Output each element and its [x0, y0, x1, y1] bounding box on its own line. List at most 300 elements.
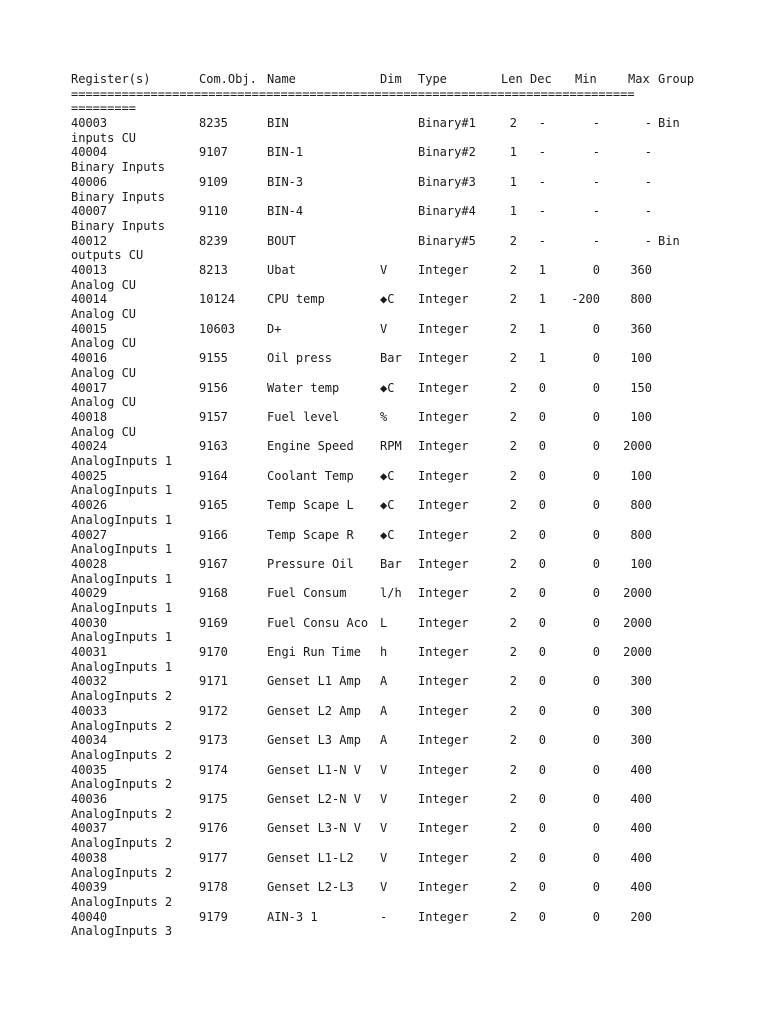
cell-type: Integer [418, 703, 469, 718]
cell-com-obj: 8213 [199, 263, 228, 278]
cell-dim: ◆C [380, 380, 395, 395]
table-row [71, 763, 711, 792]
cell-max: 2000 [623, 439, 652, 454]
cell-min: 0 [592, 909, 600, 924]
cell-register: 40037 [71, 821, 108, 836]
cell-register: 40038 [71, 850, 108, 865]
cell-group: Analog CU [71, 365, 137, 380]
cell-type: Integer [418, 292, 469, 307]
cell-type: Binary#1 [418, 116, 476, 131]
cell-len: 2 [509, 351, 517, 366]
cell-min: 0 [592, 586, 600, 601]
cell-com-obj: 9172 [199, 703, 228, 718]
cell-register: 40006 [71, 174, 108, 189]
cell-dec: 0 [538, 703, 546, 718]
cell-dec: 0 [538, 792, 546, 807]
cell-type: Integer [418, 321, 469, 336]
cell-dim: A [380, 674, 388, 689]
cell-len: 2 [509, 116, 517, 131]
register-table-document [71, 72, 711, 939]
cell-register: 40028 [71, 556, 108, 571]
cell-dim: ◆C [380, 527, 395, 542]
cell-dim: Bar [380, 351, 402, 366]
cell-len: 2 [509, 263, 517, 278]
cell-group: Analog CU [71, 277, 137, 292]
cell-min: 0 [592, 498, 600, 513]
cell-len: 2 [509, 556, 517, 571]
cell-com-obj: 9176 [199, 821, 228, 836]
table-row [71, 381, 711, 410]
table-row [71, 704, 711, 733]
cell-dec: 0 [538, 615, 546, 630]
cell-name: Pressure Oil [267, 556, 354, 571]
cell-group: AnalogInputs 2 [71, 747, 173, 762]
table-row [71, 469, 711, 498]
cell-max: 800 [630, 498, 652, 513]
cell-dec: 1 [538, 351, 546, 366]
cell-name: BIN-4 [267, 204, 304, 219]
cell-max: 100 [630, 409, 652, 424]
cell-register: 40024 [71, 439, 108, 454]
cell-len: 2 [509, 674, 517, 689]
table-row [71, 821, 711, 850]
cell-group: AnalogInputs 2 [71, 718, 173, 733]
cell-min: 0 [592, 263, 600, 278]
cell-com-obj: 9168 [199, 586, 228, 601]
cell-register: 40030 [71, 615, 108, 630]
cell-min: 0 [592, 762, 600, 777]
header-type: Type [418, 72, 447, 86]
table-row [71, 498, 711, 527]
cell-register: 40031 [71, 645, 108, 660]
cell-max: 2000 [623, 615, 652, 630]
cell-min: 0 [592, 321, 600, 336]
header-group: Group [658, 72, 695, 86]
cell-len: 2 [509, 645, 517, 660]
cell-name: Genset L2-N V [267, 792, 361, 807]
cell-type: Integer [418, 527, 469, 542]
header-max: Max [628, 72, 650, 86]
cell-len: 2 [509, 586, 517, 601]
separator-rule-wrap: ========= [71, 101, 137, 116]
cell-group: Binary Inputs [71, 218, 165, 233]
cell-com-obj: 9166 [199, 527, 228, 542]
table-row [71, 292, 711, 321]
cell-group: outputs CU [71, 248, 144, 263]
cell-len: 1 [509, 204, 517, 219]
cell-register: 40014 [71, 292, 108, 307]
cell-type: Integer [418, 439, 469, 454]
cell-group-start: Bin [658, 233, 680, 248]
cell-len: 2 [509, 615, 517, 630]
cell-com-obj: 9109 [199, 174, 228, 189]
cell-len: 2 [509, 703, 517, 718]
cell-register: 40040 [71, 909, 108, 924]
cell-max: 300 [630, 674, 652, 689]
cell-len: 2 [509, 321, 517, 336]
cell-max: 360 [630, 263, 652, 278]
header-min: Min [575, 72, 597, 86]
cell-dim: V [380, 850, 388, 865]
cell-register: 40013 [71, 263, 108, 278]
table-row [71, 851, 711, 880]
cell-com-obj: 9164 [199, 468, 228, 483]
cell-dim: A [380, 703, 388, 718]
cell-dec: 1 [538, 292, 546, 307]
cell-min: 0 [592, 703, 600, 718]
cell-len: 2 [509, 498, 517, 513]
cell-max: 400 [630, 792, 652, 807]
cell-register: 40039 [71, 880, 108, 895]
cell-max: 200 [630, 909, 652, 924]
cell-dec: 1 [538, 321, 546, 336]
cell-max: 400 [630, 821, 652, 836]
cell-name: BOUT [267, 233, 296, 248]
cell-type: Integer [418, 380, 469, 395]
cell-type: Integer [418, 263, 469, 278]
cell-group: Analog CU [71, 395, 137, 410]
cell-type: Binary#2 [418, 145, 476, 160]
cell-min: 0 [592, 850, 600, 865]
cell-group: AnalogInputs 3 [71, 924, 173, 939]
cell-register: 40015 [71, 321, 108, 336]
header-dim: Dim [380, 72, 402, 86]
cell-group: Analog CU [71, 336, 137, 351]
cell-type: Integer [418, 556, 469, 571]
cell-dim: ◆C [380, 498, 395, 513]
cell-name: CPU temp [267, 292, 325, 307]
cell-group: Binary Inputs [71, 160, 165, 175]
cell-name: Genset L1 Amp [267, 674, 361, 689]
table-row [71, 116, 711, 145]
cell-dec: 0 [538, 645, 546, 660]
cell-len: 1 [509, 145, 517, 160]
cell-group: AnalogInputs 2 [71, 777, 173, 792]
cell-group: AnalogInputs 2 [71, 865, 173, 880]
header-com-obj: Com.Obj. [199, 72, 257, 86]
cell-max: 360 [630, 321, 652, 336]
separator-rule: ============================================================================== [71, 86, 635, 101]
cell-max: - [644, 204, 652, 219]
cell-min: 0 [592, 351, 600, 366]
cell-com-obj: 9163 [199, 439, 228, 454]
table-row [71, 175, 711, 204]
cell-name: Temp Scape L [267, 498, 354, 513]
cell-min: 0 [592, 792, 600, 807]
cell-dim: h [380, 645, 388, 660]
cell-len: 2 [509, 792, 517, 807]
table-row [71, 263, 711, 292]
cell-dec: 0 [538, 409, 546, 424]
cell-dim: A [380, 733, 388, 748]
cell-dim: V [380, 321, 388, 336]
cell-name: D+ [267, 321, 282, 336]
cell-dec: 0 [538, 850, 546, 865]
cell-max: - [644, 145, 652, 160]
table-row [71, 733, 711, 762]
cell-register: 40027 [71, 527, 108, 542]
cell-max: 150 [630, 380, 652, 395]
cell-type: Integer [418, 821, 469, 836]
cell-type: Binary#4 [418, 204, 476, 219]
cell-max: 400 [630, 880, 652, 895]
cell-register: 40007 [71, 204, 108, 219]
cell-type: Integer [418, 850, 469, 865]
cell-max: 2000 [623, 586, 652, 601]
cell-dim: V [380, 792, 388, 807]
cell-group: AnalogInputs 1 [71, 454, 173, 469]
cell-min: 0 [592, 674, 600, 689]
cell-len: 2 [509, 880, 517, 895]
cell-name: Coolant Temp [267, 468, 354, 483]
cell-min: 0 [592, 439, 600, 454]
cell-name: Water temp [267, 380, 340, 395]
cell-type: Integer [418, 762, 469, 777]
cell-com-obj: 8235 [199, 116, 228, 131]
cell-dec: 0 [538, 880, 546, 895]
cell-dim: V [380, 821, 388, 836]
cell-com-obj: 9107 [199, 145, 228, 160]
cell-name: Genset L3-N V [267, 821, 361, 836]
cell-group: AnalogInputs 1 [71, 659, 173, 674]
cell-min: - [592, 174, 600, 189]
cell-com-obj: 9170 [199, 645, 228, 660]
cell-dec: 0 [538, 586, 546, 601]
header-name: Name [267, 72, 296, 86]
cell-name: Genset L2-L3 [267, 880, 354, 895]
cell-len: 2 [509, 821, 517, 836]
cell-len: 2 [509, 409, 517, 424]
cell-max: 400 [630, 850, 652, 865]
cell-min: - [592, 116, 600, 131]
cell-group: AnalogInputs 2 [71, 836, 173, 851]
cell-type: Integer [418, 792, 469, 807]
table-row [71, 586, 711, 615]
cell-dim: V [380, 762, 388, 777]
cell-dec: - [538, 204, 546, 219]
cell-len: 2 [509, 468, 517, 483]
cell-min: 0 [592, 880, 600, 895]
cell-dim: ◆C [380, 468, 395, 483]
cell-name: BIN-1 [267, 145, 304, 160]
cell-name: Genset L1-N V [267, 762, 361, 777]
cell-register: 40018 [71, 409, 108, 424]
cell-com-obj: 9165 [199, 498, 228, 513]
cell-com-obj: 9171 [199, 674, 228, 689]
cell-dec: 0 [538, 527, 546, 542]
cell-dim: % [380, 409, 388, 424]
cell-max: 2000 [623, 645, 652, 660]
cell-group: AnalogInputs 1 [71, 512, 173, 527]
cell-dim: V [380, 263, 388, 278]
cell-group: AnalogInputs 1 [71, 483, 173, 498]
cell-type: Integer [418, 615, 469, 630]
cell-com-obj: 9175 [199, 792, 228, 807]
cell-group: Analog CU [71, 307, 137, 322]
table-row [71, 145, 711, 174]
cell-group: AnalogInputs 1 [71, 630, 173, 645]
cell-type: Binary#3 [418, 174, 476, 189]
cell-min: - [592, 233, 600, 248]
table-row [71, 674, 711, 703]
cell-dim: l/h [380, 586, 402, 601]
table-header [71, 72, 711, 87]
cell-dec: - [538, 116, 546, 131]
cell-len: 2 [509, 439, 517, 454]
cell-max: 400 [630, 762, 652, 777]
cell-type: Integer [418, 645, 469, 660]
cell-len: 2 [509, 380, 517, 395]
cell-register: 40003 [71, 116, 108, 131]
cell-type: Integer [418, 586, 469, 601]
cell-dim: L [380, 615, 388, 630]
cell-com-obj: 10124 [199, 292, 236, 307]
cell-group: Analog CU [71, 424, 137, 439]
table-row [71, 557, 711, 586]
table-row [71, 322, 711, 351]
cell-len: 2 [509, 292, 517, 307]
cell-dec: - [538, 233, 546, 248]
cell-com-obj: 9174 [199, 762, 228, 777]
cell-register: 40035 [71, 762, 108, 777]
cell-max: - [644, 116, 652, 131]
cell-dec: 0 [538, 439, 546, 454]
table-row [71, 439, 711, 468]
cell-len: 1 [509, 174, 517, 189]
cell-max: 800 [630, 527, 652, 542]
cell-min: 0 [592, 380, 600, 395]
cell-max: - [644, 233, 652, 248]
cell-register: 40017 [71, 380, 108, 395]
cell-max: 100 [630, 556, 652, 571]
cell-type: Integer [418, 733, 469, 748]
cell-dec: 0 [538, 556, 546, 571]
cell-dim: ◆C [380, 292, 395, 307]
table-body [71, 116, 711, 939]
cell-register: 40036 [71, 792, 108, 807]
cell-len: 2 [509, 527, 517, 542]
cell-min: 0 [592, 409, 600, 424]
cell-type: Integer [418, 351, 469, 366]
table-row [71, 616, 711, 645]
cell-dec: 0 [538, 821, 546, 836]
cell-com-obj: 9169 [199, 615, 228, 630]
cell-com-obj: 9179 [199, 909, 228, 924]
cell-max: 800 [630, 292, 652, 307]
cell-dec: 0 [538, 909, 546, 924]
cell-min: 0 [592, 733, 600, 748]
header-dec: Dec [530, 72, 552, 86]
cell-name: Fuel Consu Aco [267, 615, 369, 630]
cell-type: Integer [418, 880, 469, 895]
cell-len: 2 [509, 850, 517, 865]
cell-com-obj: 9157 [199, 409, 228, 424]
cell-com-obj: 9156 [199, 380, 228, 395]
cell-name: Engi Run Time [267, 645, 361, 660]
cell-min: 0 [592, 556, 600, 571]
cell-name: Genset L3 Amp [267, 733, 361, 748]
cell-len: 2 [509, 762, 517, 777]
cell-com-obj: 9173 [199, 733, 228, 748]
cell-min: 0 [592, 527, 600, 542]
table-row [71, 234, 711, 263]
header-len: Len [501, 72, 523, 86]
table-row [71, 351, 711, 380]
cell-com-obj: 9167 [199, 556, 228, 571]
cell-group: AnalogInputs 1 [71, 542, 173, 557]
cell-group-start: Bin [658, 116, 680, 131]
cell-name: Genset L2 Amp [267, 703, 361, 718]
cell-register: 40025 [71, 468, 108, 483]
cell-register: 40029 [71, 586, 108, 601]
cell-name: Oil press [267, 351, 333, 366]
cell-max: 100 [630, 351, 652, 366]
cell-type: Integer [418, 468, 469, 483]
cell-dec: 0 [538, 733, 546, 748]
cell-min: 0 [592, 645, 600, 660]
cell-com-obj: 9177 [199, 850, 228, 865]
cell-group: AnalogInputs 2 [71, 806, 173, 821]
cell-type: Binary#5 [418, 233, 476, 248]
cell-register: 40004 [71, 145, 108, 160]
cell-register: 40033 [71, 703, 108, 718]
cell-name: Genset L1-L2 [267, 850, 354, 865]
cell-min: 0 [592, 821, 600, 836]
cell-dec: - [538, 174, 546, 189]
cell-group: AnalogInputs 1 [71, 571, 173, 586]
table-row [71, 880, 711, 909]
table-row [71, 410, 711, 439]
cell-register: 40026 [71, 498, 108, 513]
table-row [71, 204, 711, 233]
cell-dec: - [538, 145, 546, 160]
cell-com-obj: 10603 [199, 321, 236, 336]
cell-name: Temp Scape R [267, 527, 354, 542]
cell-len: 2 [509, 733, 517, 748]
cell-group: AnalogInputs 2 [71, 689, 173, 704]
cell-name: Engine Speed [267, 439, 354, 454]
table-row [71, 910, 711, 939]
cell-register: 40034 [71, 733, 108, 748]
cell-dim: RPM [380, 439, 402, 454]
cell-com-obj: 9110 [199, 204, 228, 219]
cell-name: BIN [267, 116, 289, 131]
cell-min: 0 [592, 468, 600, 483]
cell-type: Integer [418, 909, 469, 924]
cell-dim: V [380, 880, 388, 895]
header-register: Register(s) [71, 72, 151, 86]
cell-group: AnalogInputs 1 [71, 601, 173, 615]
cell-group: AnalogInputs 2 [71, 894, 173, 909]
cell-min: -200 [571, 292, 600, 307]
cell-dec: 0 [538, 762, 546, 777]
cell-max: - [644, 174, 652, 189]
cell-dim: - [380, 909, 388, 924]
cell-min: 0 [592, 615, 600, 630]
cell-com-obj: 9155 [199, 351, 228, 366]
cell-len: 2 [509, 233, 517, 248]
cell-register: 40032 [71, 674, 108, 689]
cell-name: Fuel Consum [267, 586, 347, 601]
cell-name: BIN-3 [267, 174, 304, 189]
cell-register: 40016 [71, 351, 108, 366]
cell-dec: 0 [538, 498, 546, 513]
cell-dec: 0 [538, 380, 546, 395]
cell-com-obj: 8239 [199, 233, 228, 248]
cell-name: Ubat [267, 263, 296, 278]
cell-dec: 0 [538, 674, 546, 689]
cell-dim: Bar [380, 556, 402, 571]
